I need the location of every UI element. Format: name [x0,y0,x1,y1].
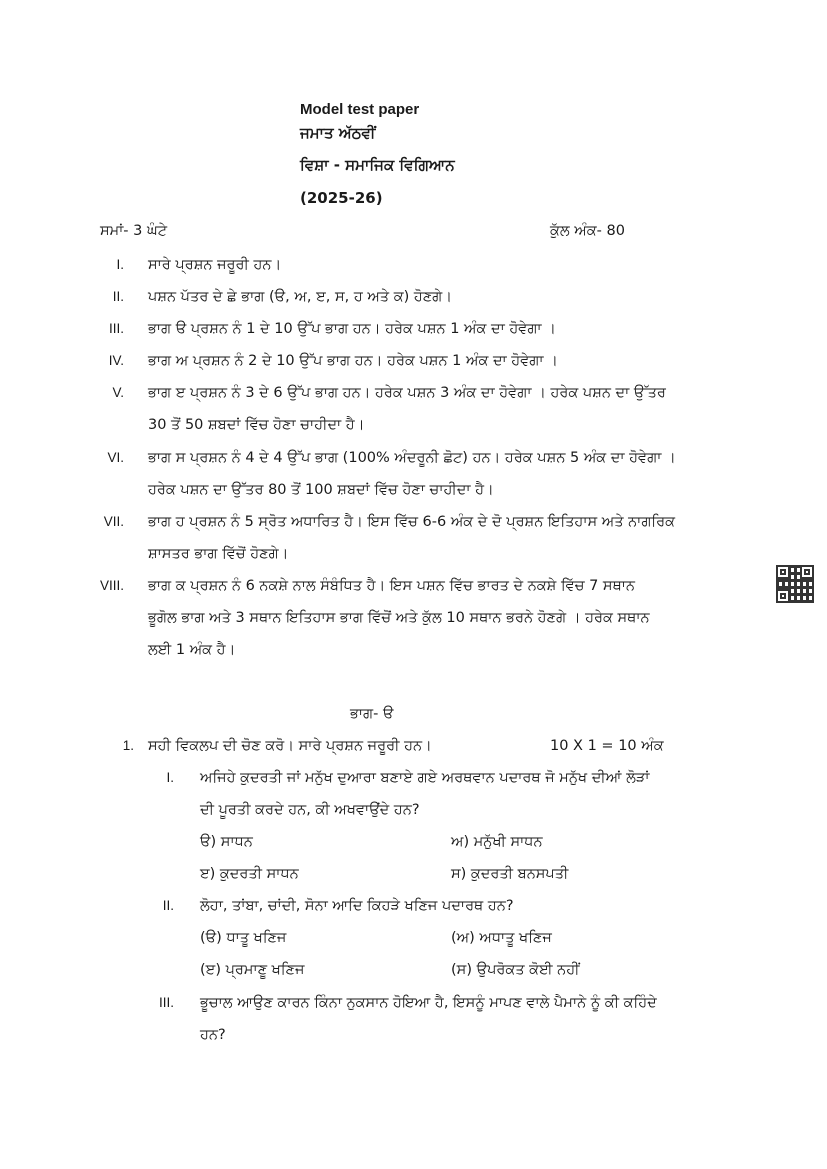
instruction-line: ਹਰੇਕ ਪਸ਼ਨ ਦਾ ਉੱਤਰ 80 ਤੋਂ 100 ਸ਼ਬਦਾਂ ਵਿੱਚ ਹੋਣਾ ਚਾਹੀਦਾ ਹੈ। [148,482,494,498]
instruction-number: VII. [103,514,124,529]
instruction-line: ਸਾਰੇ ਪ੍ਰਸ਼ਨ ਜਰੂਰੀ ਹਨ। [148,257,282,273]
option-a: (ੳ) ਧਾਤੂ ਖਣਿਜ [200,930,287,946]
class-label: ਜਮਾਤ ਅੱਠਵੀਂ [300,124,376,142]
subject-label: ਵਿਸ਼ਾ - ਸਮਾਜਿਕ ਵਿਗਿਆਨ [300,156,455,174]
instruction-number: V. [112,385,124,400]
instruction-line: ਲਈ 1 ਅੰਕ ਹੈ। [148,642,236,658]
subquestion-line: ਅਜਿਹੇ ਕੁਦਰਤੀ ਜਾਂ ਮਨੁੱਖ ਦੁਆਰਾ ਬਣਾਏ ਗਏ ਅਰਥਵਾਨ ਪਦਾਰਥ ਜੋ ਮਨੁੱਖ ਦੀਆਂ ਲੋੜਾਂ [200,770,650,786]
instruction-line: ਭੂਗੋਲ ਭਾਗ ਅਤੇ 3 ਸਥਾਨ ਇਤਿਹਾਸ ਭਾਗ ਵਿੱਚੋਂ ਅਤੇ ਕੁੱਲ 10 ਸਥਾਨ ਭਰਨੇ ਹੋਣਗੇ । ਹਰੇਕ ਸਥਾਨ [148,610,650,626]
time-allowed: ਸਮਾਂ- 3 ਘੰਟੇ [100,223,168,239]
option-c: ੲ) ਕੁਦਰਤੀ ਸਾਧਨ [200,866,299,882]
option-d: (ਸ) ਉਪਰੋਕਤ ਕੋਈ ਨਹੀਂ [451,962,580,978]
instruction-line: ਭਾਗ ੳ ਪ੍ਰਸ਼ਨ ਨੰ 1 ਦੇ 10 ਉੱਪ ਭਾਗ ਹਨ। ਹਰੇਕ ਪਸ਼ਨ 1 ਅੰਕ ਦਾ ਹੋਵੇਗਾ । [148,321,556,337]
question-marks: 10 X 1 = 10 ਅੰਕ [550,738,664,754]
subquestion-number: I. [166,770,174,785]
subquestion-line: ਦੀ ਪੂਰਤੀ ਕਰਦੇ ਹਨ, ਕੀ ਅਖਵਾਉਂਦੇ ਹਨ? [200,802,420,818]
option-b: (ਅ) ਅਧਾਤੂ ਖਣਿਜ [451,930,552,946]
qr-code [776,565,814,603]
subquestion-line: ਲੋਹਾ, ਤਾਂਬਾ, ਚਾਂਦੀ, ਸੋਨਾ ਆਦਿ ਕਿਹੜੇ ਖਣਿਜ ਪਦਾਰਥ ਹਨ? [200,898,514,914]
option-d: ਸ) ਕੁਦਰਤੀ ਬਨਸਪਤੀ [451,866,569,882]
subquestion-line: ਹਨ? [200,1027,226,1043]
session-year: (2025-26) [300,189,383,207]
instruction-line: ਭਾਗ ਹ ਪ੍ਰਸ਼ਨ ਨੰ 5 ਸ੍ਰੋਤ ਅਧਾਰਿਤ ਹੈ। ਇਸ ਵਿੱਚ 6-6 ਅੰਕ ਦੇ ਦੋ ਪ੍ਰਸ਼ਨ ਇਤਿਹਾਸ ਅਤੇ ਨਾਗਰਿਕ [148,514,675,530]
option-b: ਅ) ਮਨੁੱਖੀ ਸਾਧਨ [451,834,543,850]
paper-title: Model test paper [300,101,420,118]
instruction-line: 30 ਤੋਂ 50 ਸ਼ਬਦਾਂ ਵਿੱਚ ਹੋਣਾ ਚਾਹੀਦਾ ਹੈ। [148,417,365,433]
question-text: ਸਹੀ ਵਿਕਲਪ ਦੀ ਚੋਣ ਕਰੋ। ਸਾਰੇ ਪ੍ਰਸ਼ਨ ਜਰੂਰੀ ਹਨ। [148,738,432,754]
instruction-number: VI. [107,450,124,465]
instruction-number: VIII. [99,578,124,593]
instruction-line: ਭਾਗ ਸ ਪ੍ਰਸ਼ਨ ਨੰ 4 ਦੇ 4 ਉੱਪ ਭਾਗ (100% ਅੰਦਰੂਨੀ ਛੋਟ) ਹਨ। ਹਰੇਕ ਪਸ਼ਨ 5 ਅੰਕ ਦਾ ਹੋਵੇਗਾ । [148,450,676,466]
instruction-number: I. [116,257,124,272]
subquestion-number: III. [158,995,174,1010]
instruction-line: ਪਸ਼ਨ ਪੱਤਰ ਦੇ ਛੇ ਭਾਗ (ੳ, ਅ, ੲ, ਸ, ਹ ਅਤੇ ਕ) ਹੋਣਗੇ। [148,289,453,305]
subquestion-number: II. [162,898,174,913]
section-title: ਭਾਗ- ੳ [350,706,394,722]
instruction-line: ਭਾਗ ਅ ਪ੍ਰਸ਼ਨ ਨੰ 2 ਦੇ 10 ਉੱਪ ਭਾਗ ਹਨ। ਹਰੇਕ ਪਸ਼ਨ 1 ਅੰਕ ਦਾ ਹੋਵੇਗਾ । [148,353,558,369]
option-c: (ੲ) ਪ੍ਰਮਾਣੂ ਖਣਿਜ [200,962,305,978]
instruction-line: ਭਾਗ ਕ ਪ੍ਰਸ਼ਨ ਨੰ 6 ਨਕਸ਼ੇ ਨਾਲ ਸੰਬੰਧਿਤ ਹੈ। ਇਸ ਪਸ਼ਨ ਵਿੱਚ ਭਾਰਤ ਦੇ ਨਕਸ਼ੇ ਵਿੱਚ 7 ਸਥਾਨ [148,578,635,594]
subquestion-line: ਭੂਚਾਲ ਆਉਣ ਕਾਰਨ ਕਿੰਨਾ ਨੁਕਸਾਨ ਹੋਇਆ ਹੈ, ਇਸਨੂੰ ਮਾਪਣ ਵਾਲੇ ਪੈਮਾਨੇ ਨੂੰ ਕੀ ਕਹਿੰਦੇ [200,995,657,1011]
instruction-line: ਭਾਗ ੲ ਪ੍ਰਸ਼ਨ ਨੰ 3 ਦੇ 6 ਉੱਪ ਭਾਗ ਹਨ। ਹਰੇਕ ਪਸ਼ਨ 3 ਅੰਕ ਦਾ ਹੋਵੇਗਾ । ਹਰੇਕ ਪਸ਼ਨ ਦਾ ਉੱਤਰ [148,385,666,401]
option-a: ੳ) ਸਾਧਨ [200,834,253,850]
instruction-line: ਸ਼ਾਸਤਰ ਭਾਗ ਵਿੱਚੋਂ ਹੋਣਗੇ। [148,546,289,562]
instruction-number: III. [108,321,124,336]
instruction-number: IV. [108,353,124,368]
instruction-number: II. [112,289,124,304]
question-number: 1. [122,738,134,753]
total-marks: ਕੁੱਲ ਅੰਕ- 80 [550,223,625,239]
